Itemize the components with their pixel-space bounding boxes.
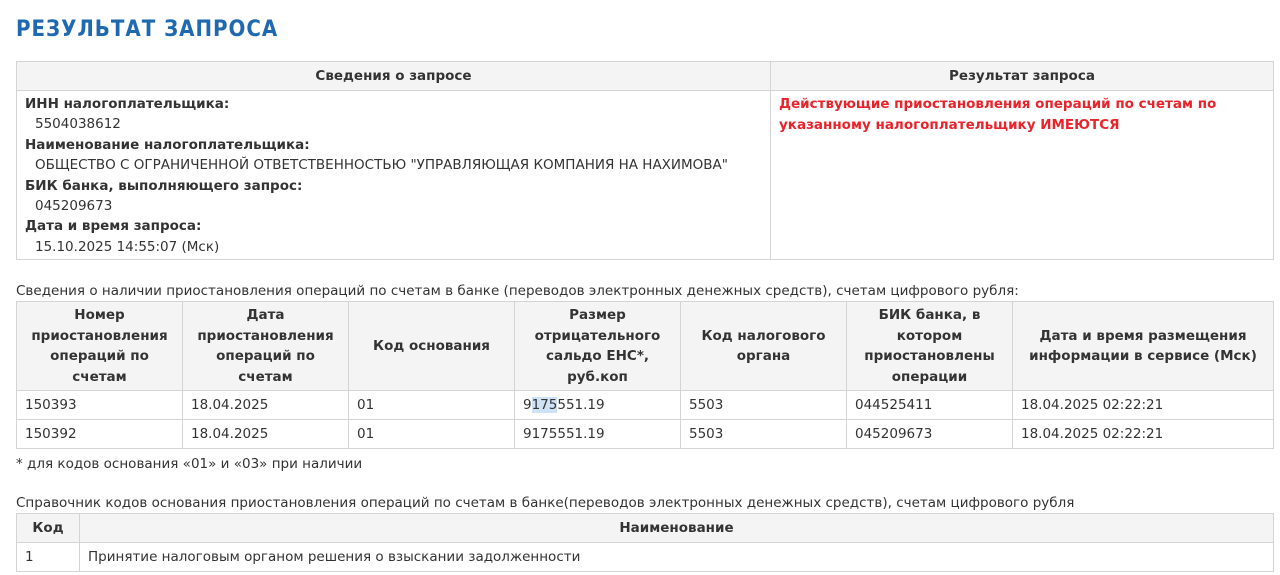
ref-cell-code: 1 (17, 543, 80, 572)
suspensions-table (16, 301, 1274, 449)
taxpayer-name-value: ОБЩЕСТВО С ОГРАНИЧЕННОЙ ОТВЕТСТВЕННОСТЬЮ "УПРАВЛЯЮЩАЯ КОМПАНИЯ НА НАХИМОВА" (35, 157, 729, 174)
col-header-amount: Размер отрицательного сальдо ЕНС*, руб.коп (515, 302, 681, 391)
cell-posted: 18.04.2025 02:22:21 (1013, 391, 1274, 420)
request-result-cell (771, 91, 1274, 260)
request-info-header: Сведения о запросе (17, 62, 771, 91)
reference-caption: Справочник кодов основания приостановления операций по счетам в банке(переводов электронных денежных средств), счетам цифрового рубля (16, 495, 1075, 512)
page-title: РЕЗУЛЬТАТ ЗАПРОСА (16, 17, 279, 42)
ref-header-name: Наименование (80, 514, 1274, 543)
request-info-cell (17, 91, 771, 260)
request-date-label: Дата и время запроса: (25, 218, 202, 235)
cell-tax-office: 5503 (681, 420, 847, 449)
cell-amount: 9175551.19 (515, 420, 681, 449)
cell-number: 150392 (17, 420, 183, 449)
request-table (16, 61, 1274, 260)
text-selection: 175 (531, 397, 558, 414)
taxpayer-name-label: Наименование налогоплательщика: (25, 136, 310, 153)
col-header-tax-office: Код налогового органа (681, 302, 847, 391)
result-message (779, 94, 1265, 136)
cell-date: 18.04.2025 (183, 391, 349, 420)
cell-tax-office: 5503 (681, 391, 847, 420)
suspensions-caption: Сведения о наличии приостановления операций по счетам в банке (переводов электронных денежных средств), счетам цифрового рубля: (16, 283, 1019, 300)
col-header-date: Дата приостановления операций по счетам (183, 302, 349, 391)
col-header-posted: Дата и время размещения информации в сервисе (Мск) (1013, 302, 1274, 391)
cell-number: 150393 (17, 391, 183, 420)
bik-value: 045209673 (35, 198, 113, 215)
result-message-line2: указанному налогоплательщику ИМЕЮТСЯ (779, 117, 1120, 133)
ref-header-code: Код (17, 514, 80, 543)
inn-label: ИНН налогоплательщика: (25, 96, 230, 112)
cell-date: 18.04.2025 (183, 420, 349, 449)
col-header-number: Номер приостановления операций по счетам (17, 302, 183, 391)
reference-table (16, 513, 1274, 572)
cell-amount: 9175551.19 (515, 391, 681, 420)
request-result-header: Результат запроса (771, 62, 1274, 91)
col-header-code: Код основания (349, 302, 515, 391)
cell-bik: 045209673 (847, 420, 1013, 449)
footnote: * для кодов основания «01» и «03» при наличии (16, 456, 363, 473)
cell-code: 01 (349, 420, 515, 449)
ref-cell-name: Принятие налоговым органом решения о взыскании задолженности (80, 543, 1274, 572)
inn-value: 5504038612 (35, 116, 121, 133)
table-row (17, 391, 1274, 420)
table-row (17, 420, 1274, 449)
cell-bik: 044525411 (847, 391, 1013, 420)
table-row (17, 543, 1274, 572)
bik-label: БИК банка, выполняющего запрос: (25, 177, 303, 194)
request-date-value: 15.10.2025 14:55:07 (Мск) (35, 238, 220, 255)
cell-code: 01 (349, 391, 515, 420)
cell-posted: 18.04.2025 02:22:21 (1013, 420, 1274, 449)
result-message-line1: Действующие приостановления операций по счетам по (779, 96, 1217, 112)
col-header-bik: БИК банка, в котором приостановлены операции (847, 302, 1013, 391)
